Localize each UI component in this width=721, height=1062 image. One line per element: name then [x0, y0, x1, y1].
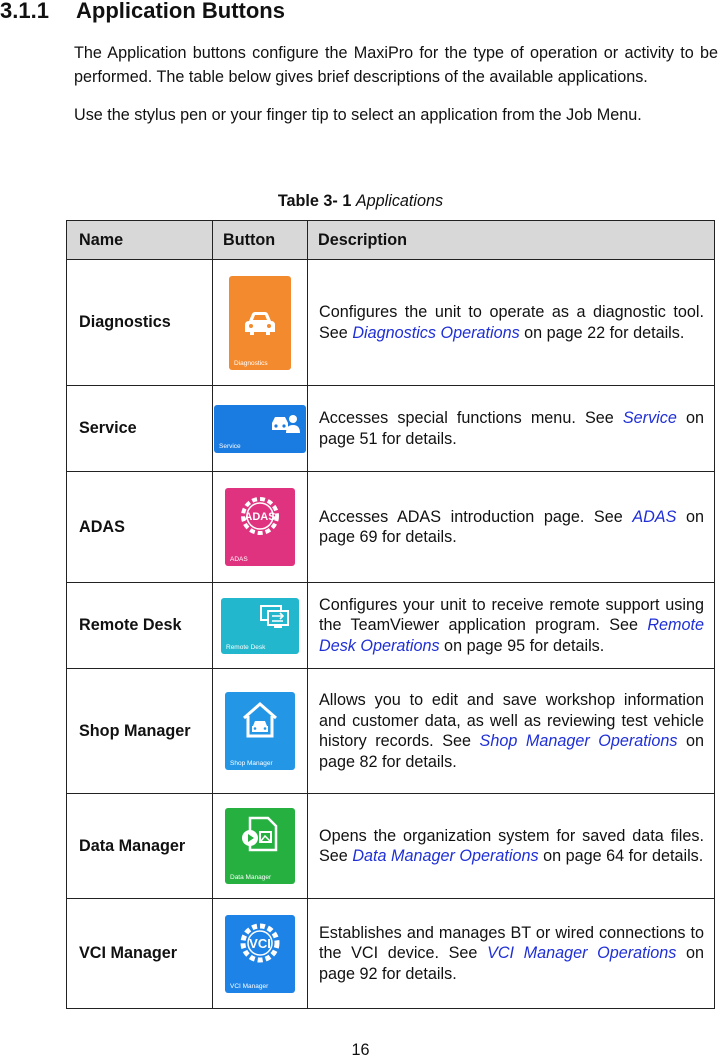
table-row: [67, 899, 715, 1009]
data-manager-operations-link[interactable]: Data Manager Operations: [352, 847, 539, 865]
tile-label: VCI Manager: [230, 982, 269, 990]
shop-manager-button[interactable]: [225, 692, 295, 770]
garage-icon: [240, 700, 280, 738]
app-description: Configures the unit to operate as a diagnostic tool. See Diagnostics Operations on page 22 for details.: [308, 260, 715, 386]
app-description: Establishes and manages BT or wired connections to the VCI device. See VCI Manager Operations on page 92 for details.: [308, 899, 715, 1009]
data-file-icon: [238, 816, 282, 854]
tile-label: Shop Manager: [230, 760, 273, 767]
applications-table: [66, 220, 715, 1009]
app-name: Data Manager: [67, 794, 213, 899]
table-caption: [0, 192, 721, 211]
vci-manager-operations-link[interactable]: VCI Manager Operations: [487, 944, 677, 963]
service-person-icon: [270, 413, 300, 435]
shop-manager-operations-link[interactable]: Shop Manager Operations: [479, 732, 678, 750]
remote-desk-button[interactable]: [221, 598, 299, 654]
adas-button[interactable]: [225, 488, 295, 566]
caption-label: Table 3- 1: [277, 192, 352, 210]
adas-gear-icon: [238, 494, 282, 538]
app-name: ADAS: [67, 472, 213, 583]
diagnostics-button[interactable]: [229, 276, 291, 370]
remote-desk-operations-link[interactable]: Remote Desk Operations: [319, 616, 704, 655]
app-name: Diagnostics: [67, 260, 213, 386]
app-description: Allows you to edit and save workshop information and customer data, as well as reviewing test vehicle history records. See Shop Manager Operations on page 82 for details.: [308, 669, 715, 794]
app-description: Accesses ADAS introduction page. See ADAS on page 69 for details.: [308, 472, 715, 583]
tile-label: ADAS: [230, 556, 248, 563]
section-heading: [0, 0, 285, 24]
section-title: Application Buttons: [76, 0, 285, 23]
tile-label: Service: [219, 442, 241, 450]
diagnostics-operations-link[interactable]: Diagnostics Operations: [352, 323, 520, 342]
svg-text:VCI: VCI: [249, 935, 271, 951]
table-row: [67, 794, 715, 899]
app-description: Accesses special functions menu. See Service on page 51 for details.: [308, 386, 715, 472]
svg-text:ADAS: ADAS: [244, 511, 276, 523]
tile-label: Diagnostics: [234, 359, 268, 367]
app-description: Configures your unit to receive remote support using the TeamViewer application program. See Remote Desk Operations on page 95 for details.: [308, 583, 715, 669]
app-name: Remote Desk: [67, 583, 213, 669]
tile-label: Remote Desk: [226, 643, 266, 651]
intro-paragraph: The Application buttons configure the MaxiPro for the type of operation or activity to be performed. The table below gives brief descriptions of the available applications.: [74, 44, 718, 86]
table-row: [67, 472, 715, 583]
header-button: Button: [213, 221, 308, 260]
table-row: [67, 669, 715, 794]
service-link[interactable]: Service: [622, 409, 677, 427]
tile-label: Data Manager: [230, 874, 272, 881]
car-icon: [242, 310, 278, 338]
caption-title: Applications: [355, 192, 444, 210]
vci-manager-button[interactable]: [225, 915, 295, 993]
app-description: Opens the organization system for saved data files. See Data Manager Operations on page 64 for details.: [308, 794, 715, 899]
service-button[interactable]: [214, 405, 306, 453]
section-number: 3.1.1: [0, 0, 49, 23]
app-name: VCI Manager: [67, 899, 213, 1009]
table-row: [67, 260, 715, 386]
remote-desk-icon: [259, 604, 291, 630]
app-name: Service: [67, 386, 213, 472]
header-description: Description: [308, 221, 715, 260]
table-row: [67, 583, 715, 669]
header-name: Name: [67, 221, 213, 260]
table-header-row: [67, 221, 715, 260]
vci-gear-icon: [238, 921, 282, 965]
instruction-paragraph: Use the stylus pen or your finger tip to select an application from the Job Menu.: [74, 106, 642, 124]
data-manager-button[interactable]: [225, 808, 295, 884]
table-row: [67, 386, 715, 472]
page-number: 16: [351, 1041, 370, 1059]
adas-link[interactable]: ADAS: [632, 507, 677, 526]
app-name: Shop Manager: [67, 669, 213, 794]
